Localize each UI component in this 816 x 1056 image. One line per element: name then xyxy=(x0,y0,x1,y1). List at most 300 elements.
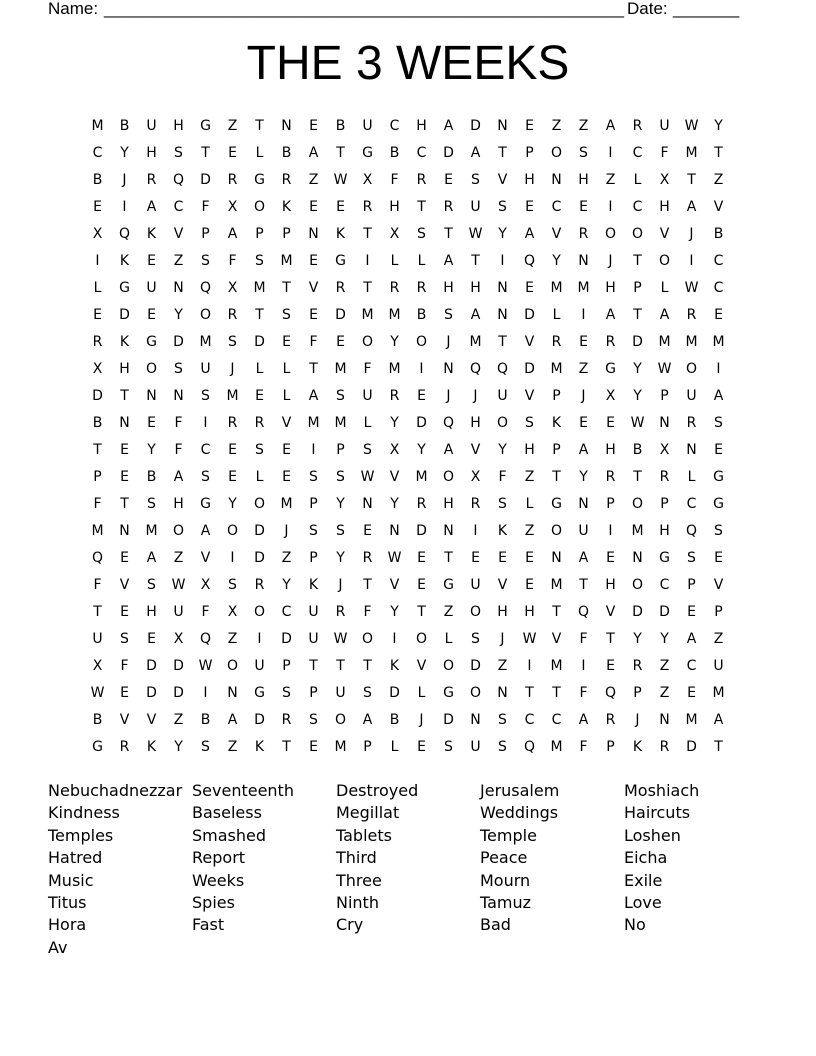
grid-letter: E xyxy=(714,441,723,458)
grid-letter: V xyxy=(551,225,562,242)
grid-letter: U xyxy=(470,738,481,755)
grid-letter: P xyxy=(687,576,696,593)
grid-letter: M xyxy=(280,495,293,512)
grid-letter: L xyxy=(282,387,291,404)
grid-letter: D xyxy=(443,711,454,728)
grid-letter: U xyxy=(362,117,373,134)
grid-letter: A xyxy=(713,387,724,404)
grid-letter: V xyxy=(551,630,562,647)
grid-letter: R xyxy=(362,198,373,215)
grid-letter: E xyxy=(120,468,129,485)
grid-letter: J xyxy=(689,225,694,242)
grid-letter: Y xyxy=(417,441,426,458)
grid-letter: P xyxy=(606,495,615,512)
grid-letter: B xyxy=(146,468,157,485)
grid-letter: C xyxy=(551,711,562,728)
grid-letter: N xyxy=(443,522,454,539)
grid-letter: C xyxy=(524,711,535,728)
grid-letter: B xyxy=(92,711,103,728)
grid-letter: A xyxy=(443,441,454,458)
word-list-item: Seventeenth xyxy=(192,781,294,800)
grid-letter: E xyxy=(147,252,156,269)
grid-letter: S xyxy=(174,144,183,161)
grid-letter: Q xyxy=(91,549,104,566)
grid-letter: D xyxy=(200,171,211,188)
word-list-item: No xyxy=(624,915,646,935)
grid-letter: F xyxy=(174,414,183,431)
grid-letter: I xyxy=(716,360,721,377)
grid-letter: C xyxy=(281,603,292,620)
grid-letter: Z xyxy=(281,549,292,566)
grid-letter: X xyxy=(92,657,103,674)
grid-letter: D xyxy=(524,306,535,323)
grid-letter: H xyxy=(497,603,508,620)
grid-letter: I xyxy=(581,306,586,323)
grid-letter: J xyxy=(284,522,289,539)
grid-letter: Y xyxy=(120,144,129,161)
grid-letter: C xyxy=(551,198,562,215)
grid-letter: S xyxy=(471,171,480,188)
grid-letter: B xyxy=(632,441,643,458)
grid-letter: S xyxy=(309,711,318,728)
grid-letter: X xyxy=(227,603,238,620)
grid-letter: P xyxy=(282,657,291,674)
grid-letter: D xyxy=(524,360,535,377)
grid-letter: M xyxy=(577,279,590,296)
grid-letter: M xyxy=(685,144,698,161)
grid-letter: H xyxy=(470,279,481,296)
grid-letter: D xyxy=(146,657,157,674)
grid-letter: C xyxy=(659,576,670,593)
grid-letter: S xyxy=(147,576,156,593)
grid-letter: L xyxy=(93,279,102,296)
grid-letter: Y xyxy=(147,441,156,458)
grid-letter: Z xyxy=(578,360,589,377)
grid-letter: U xyxy=(362,387,373,404)
grid-letter: H xyxy=(173,495,184,512)
grid-letter: O xyxy=(442,468,455,485)
grid-letter: R xyxy=(227,171,238,188)
grid-letter: R xyxy=(254,576,265,593)
grid-letter: E xyxy=(147,306,156,323)
grid-letter: G xyxy=(200,495,211,512)
grid-letter: C xyxy=(173,198,184,215)
grid-letter: R xyxy=(281,171,292,188)
grid-letter: R xyxy=(470,495,481,512)
grid-letter: Y xyxy=(336,495,345,512)
grid-letter: T xyxy=(255,117,264,134)
grid-letter: E xyxy=(228,144,237,161)
grid-letter: H xyxy=(119,360,130,377)
grid-letter: D xyxy=(470,117,481,134)
grid-letter: S xyxy=(201,387,210,404)
grid-letter: M xyxy=(253,279,266,296)
grid-letter: W xyxy=(171,576,186,593)
word-list-item: Tablets xyxy=(336,825,392,845)
grid-letter: H xyxy=(605,279,616,296)
grid-letter: C xyxy=(713,279,724,296)
grid-letter: Y xyxy=(174,306,183,323)
grid-letter: X xyxy=(92,360,103,377)
grid-letter: M xyxy=(388,306,401,323)
grid-letter: Z xyxy=(308,171,319,188)
grid-letter: S xyxy=(282,306,291,323)
grid-letter: T xyxy=(552,603,561,620)
grid-letter: T xyxy=(336,144,345,161)
grid-letter: E xyxy=(606,657,615,674)
grid-letter: Z xyxy=(578,117,589,134)
grid-letter: V xyxy=(308,279,319,296)
grid-letter: V xyxy=(389,576,400,593)
grid-letter: P xyxy=(633,684,642,701)
grid-letter: N xyxy=(659,414,670,431)
grid-letter: F xyxy=(363,603,372,620)
grid-letter: V xyxy=(524,333,535,350)
grid-letter: J xyxy=(581,387,586,404)
grid-letter: T xyxy=(363,279,372,296)
grid-letter: K xyxy=(497,522,508,539)
grid-letter: N xyxy=(551,171,562,188)
grid-letter: Z xyxy=(605,171,616,188)
grid-letter: S xyxy=(714,522,723,539)
grid-letter: U xyxy=(713,657,724,674)
word-list-item: Bad xyxy=(480,915,511,935)
grid-letter: Y xyxy=(498,441,507,458)
grid-letter: M xyxy=(334,360,347,377)
grid-letter: T xyxy=(309,360,318,377)
word-list-item: Love xyxy=(624,892,662,912)
grid-letter: W xyxy=(684,279,699,296)
grid-letter: S xyxy=(336,387,345,404)
grid-letter: H xyxy=(524,603,535,620)
grid-letter: Q xyxy=(172,171,185,188)
grid-letter: R xyxy=(335,603,346,620)
grid-letter: E xyxy=(444,171,453,188)
grid-letter: L xyxy=(390,252,399,269)
grid-letter: D xyxy=(254,549,265,566)
grid-letter: T xyxy=(120,387,129,404)
grid-letter: P xyxy=(660,387,669,404)
grid-letter: V xyxy=(389,468,400,485)
grid-letter: T xyxy=(444,225,453,242)
grid-letter: T xyxy=(687,171,696,188)
grid-letter: J xyxy=(122,171,127,188)
grid-letter: K xyxy=(254,738,265,755)
word-list-item: Av xyxy=(48,937,68,957)
grid-letter: X xyxy=(605,387,616,404)
grid-letter: A xyxy=(713,711,724,728)
grid-letter: D xyxy=(281,630,292,647)
grid-letter: D xyxy=(389,684,400,701)
grid-letter: S xyxy=(498,198,507,215)
grid-letter: S xyxy=(687,549,696,566)
word-list-item: Hora xyxy=(48,915,87,935)
word-list-item: Temple xyxy=(480,825,537,845)
grid-letter: W xyxy=(522,630,537,647)
grid-letter: E xyxy=(525,576,534,593)
grid-letter: S xyxy=(201,252,210,269)
grid-letter: I xyxy=(581,657,586,674)
grid-letter: U xyxy=(200,360,211,377)
grid-letter: D xyxy=(173,684,184,701)
grid-letter: M xyxy=(550,279,563,296)
grid-letter: Z xyxy=(659,657,670,674)
grid-letter: U xyxy=(146,117,157,134)
grid-letter: J xyxy=(230,360,235,377)
grid-letter: E xyxy=(120,603,129,620)
grid-letter: S xyxy=(579,144,588,161)
grid-letter: P xyxy=(552,441,561,458)
grid-letter: L xyxy=(525,495,534,512)
grid-letter: Z xyxy=(227,117,238,134)
grid-letter: E xyxy=(120,441,129,458)
grid-letter: G xyxy=(254,684,265,701)
grid-letter: Z xyxy=(173,252,184,269)
grid-letter: T xyxy=(498,144,507,161)
grid-letter: Q xyxy=(199,279,212,296)
grid-letter: B xyxy=(119,117,130,134)
grid-letter: S xyxy=(363,684,372,701)
grid-letter: R xyxy=(605,711,616,728)
word-list xyxy=(48,780,768,959)
grid-letter: C xyxy=(92,144,103,161)
grid-letter: O xyxy=(226,657,239,674)
grid-letter: I xyxy=(392,630,397,647)
grid-letter: R xyxy=(578,225,589,242)
grid-letter: N xyxy=(119,522,130,539)
grid-letter: H xyxy=(470,414,481,431)
grid-letter: A xyxy=(686,630,697,647)
grid-letter: P xyxy=(282,225,291,242)
grid-letter: I xyxy=(203,414,208,431)
grid-letter: E xyxy=(309,306,318,323)
grid-letter: O xyxy=(469,684,482,701)
grid-letter: K xyxy=(119,333,130,350)
grid-letter: O xyxy=(469,603,482,620)
grid-letter: C xyxy=(686,495,697,512)
grid-letter: E xyxy=(228,441,237,458)
grid-letter: C xyxy=(686,657,697,674)
grid-letter: G xyxy=(254,171,265,188)
grid-letter: B xyxy=(713,225,724,242)
grid-letter: I xyxy=(257,630,262,647)
grid-letter: F xyxy=(579,738,588,755)
grid-letter: U xyxy=(578,522,589,539)
grid-letter: M xyxy=(712,333,725,350)
grid-letter: E xyxy=(525,279,534,296)
grid-letter: H xyxy=(605,441,616,458)
grid-letter: O xyxy=(172,522,185,539)
grid-letter: N xyxy=(497,684,508,701)
grid-letter: V xyxy=(497,576,508,593)
grid-letter: B xyxy=(92,414,103,431)
grid-letter: P xyxy=(363,738,372,755)
grid-letter: V xyxy=(713,198,724,215)
grid-letter: H xyxy=(146,144,157,161)
grid-letter: G xyxy=(200,117,211,134)
grid-letter: R xyxy=(227,306,238,323)
grid-letter: M xyxy=(199,333,212,350)
grid-letter: M xyxy=(334,414,347,431)
grid-letter: S xyxy=(336,468,345,485)
grid-letter: A xyxy=(578,441,589,458)
grid-letter: R xyxy=(227,414,238,431)
grid-letter: T xyxy=(282,279,291,296)
grid-letter: N xyxy=(119,414,130,431)
grid-letter: M xyxy=(307,414,320,431)
grid-letter: Y xyxy=(498,225,507,242)
grid-letter: W xyxy=(468,225,483,242)
grid-letter: S xyxy=(228,333,237,350)
word-list-item: Eicha xyxy=(624,848,668,868)
grid-letter: N xyxy=(578,252,589,269)
grid-letter: E xyxy=(606,414,615,431)
grid-letter: T xyxy=(93,441,102,458)
grid-letter: R xyxy=(686,414,697,431)
name-field-line: _______________________________________________________ xyxy=(104,0,625,18)
grid-letter: D xyxy=(254,333,265,350)
word-list-item: Loshen xyxy=(624,825,681,845)
grid-letter: G xyxy=(335,252,346,269)
grid-letter: X xyxy=(227,198,238,215)
grid-letter: R xyxy=(254,414,265,431)
grid-letter: K xyxy=(335,225,346,242)
grid-letter: E xyxy=(282,441,291,458)
grid-letter: T xyxy=(579,576,588,593)
grid-letter: O xyxy=(361,630,374,647)
word-list-item: Three xyxy=(336,870,382,890)
grid-letter: S xyxy=(498,738,507,755)
grid-letter: Y xyxy=(660,630,669,647)
grid-letter: G xyxy=(362,144,373,161)
grid-letter: M xyxy=(631,522,644,539)
grid-letter: V xyxy=(605,603,616,620)
grid-letter: K xyxy=(551,414,562,431)
grid-letter: O xyxy=(253,198,266,215)
grid-letter: L xyxy=(417,252,426,269)
grid-letter: Y xyxy=(633,360,642,377)
grid-letter: H xyxy=(416,117,427,134)
grid-letter: N xyxy=(362,495,373,512)
grid-letter: P xyxy=(309,495,318,512)
grid-letter: W xyxy=(387,549,402,566)
date-field-line: _______ xyxy=(673,0,740,18)
grid-letter: E xyxy=(120,549,129,566)
grid-letter: Y xyxy=(633,387,642,404)
grid-letter: J xyxy=(419,711,424,728)
grid-letter: X xyxy=(200,576,211,593)
word-list-item: Kindness xyxy=(48,803,120,823)
word-list-item: Baseless xyxy=(192,803,262,823)
grid-letter: I xyxy=(203,684,208,701)
grid-letter: F xyxy=(309,333,318,350)
grid-letter: E xyxy=(228,468,237,485)
grid-letter: J xyxy=(635,711,640,728)
grid-letter: M xyxy=(334,738,347,755)
grid-letter: A xyxy=(578,549,589,566)
grid-letter: J xyxy=(608,252,613,269)
grid-letter: Y xyxy=(390,603,399,620)
grid-letter: U xyxy=(92,630,103,647)
grid-letter: U xyxy=(659,117,670,134)
grid-letter: M xyxy=(685,333,698,350)
grid-letter: H xyxy=(146,603,157,620)
grid-letter: M xyxy=(226,387,239,404)
grid-letter: S xyxy=(309,522,318,539)
grid-letter: E xyxy=(93,198,102,215)
grid-letter: Q xyxy=(469,360,482,377)
grid-letter: V xyxy=(659,225,670,242)
grid-letter: E xyxy=(525,198,534,215)
grid-letter: A xyxy=(200,522,211,539)
grid-letter: Y xyxy=(174,738,183,755)
grid-letter: E xyxy=(417,738,426,755)
word-list-item: Megillat xyxy=(336,803,400,823)
grid-letter: S xyxy=(309,468,318,485)
grid-letter: O xyxy=(631,225,644,242)
grid-letter: M xyxy=(469,333,482,350)
grid-letter: O xyxy=(550,522,563,539)
grid-letter: D xyxy=(416,522,427,539)
grid-letter: O xyxy=(415,333,428,350)
grid-letter: O xyxy=(199,306,212,323)
grid-letter: E xyxy=(687,684,696,701)
name-label: Name: xyxy=(48,0,99,18)
grid-letter: W xyxy=(360,468,375,485)
grid-letter: H xyxy=(605,576,616,593)
grid-letter: S xyxy=(498,711,507,728)
grid-letter: K xyxy=(389,657,400,674)
grid-letter: E xyxy=(417,576,426,593)
grid-letter: R xyxy=(92,333,103,350)
grid-letter: D xyxy=(173,333,184,350)
grid-letter: Y xyxy=(228,495,237,512)
grid-letter: M xyxy=(550,360,563,377)
grid-letter: A xyxy=(173,468,184,485)
grid-letter: R xyxy=(659,738,670,755)
grid-letter: S xyxy=(363,441,372,458)
grid-letter: J xyxy=(473,387,478,404)
grid-letter: E xyxy=(471,549,480,566)
grid-letter: B xyxy=(416,306,427,323)
grid-letter: C xyxy=(389,117,400,134)
grid-letter: U xyxy=(308,603,319,620)
grid-letter: F xyxy=(228,252,237,269)
grid-letter: S xyxy=(255,252,264,269)
grid-letter: O xyxy=(658,252,671,269)
grid-letter: K xyxy=(308,576,319,593)
grid-letter: N xyxy=(173,279,184,296)
word-list-item: Tamuz xyxy=(480,892,532,912)
grid-letter: E xyxy=(579,333,588,350)
grid-letter: S xyxy=(255,441,264,458)
word-list-item: Titus xyxy=(48,892,87,912)
grid-letter: N xyxy=(470,711,481,728)
grid-letter: X xyxy=(659,171,670,188)
grid-letter: X xyxy=(659,441,670,458)
grid-letter: R xyxy=(686,306,697,323)
grid-letter: P xyxy=(714,603,723,620)
grid-letter: M xyxy=(280,252,293,269)
grid-letter: R xyxy=(443,198,454,215)
grid-letter: I xyxy=(473,522,478,539)
grid-letter: T xyxy=(471,252,480,269)
grid-letter: Y xyxy=(282,576,291,593)
grid-letter: R xyxy=(416,171,427,188)
grid-letter: V xyxy=(497,171,508,188)
grid-letter: M xyxy=(685,711,698,728)
grid-letter: Q xyxy=(523,738,536,755)
